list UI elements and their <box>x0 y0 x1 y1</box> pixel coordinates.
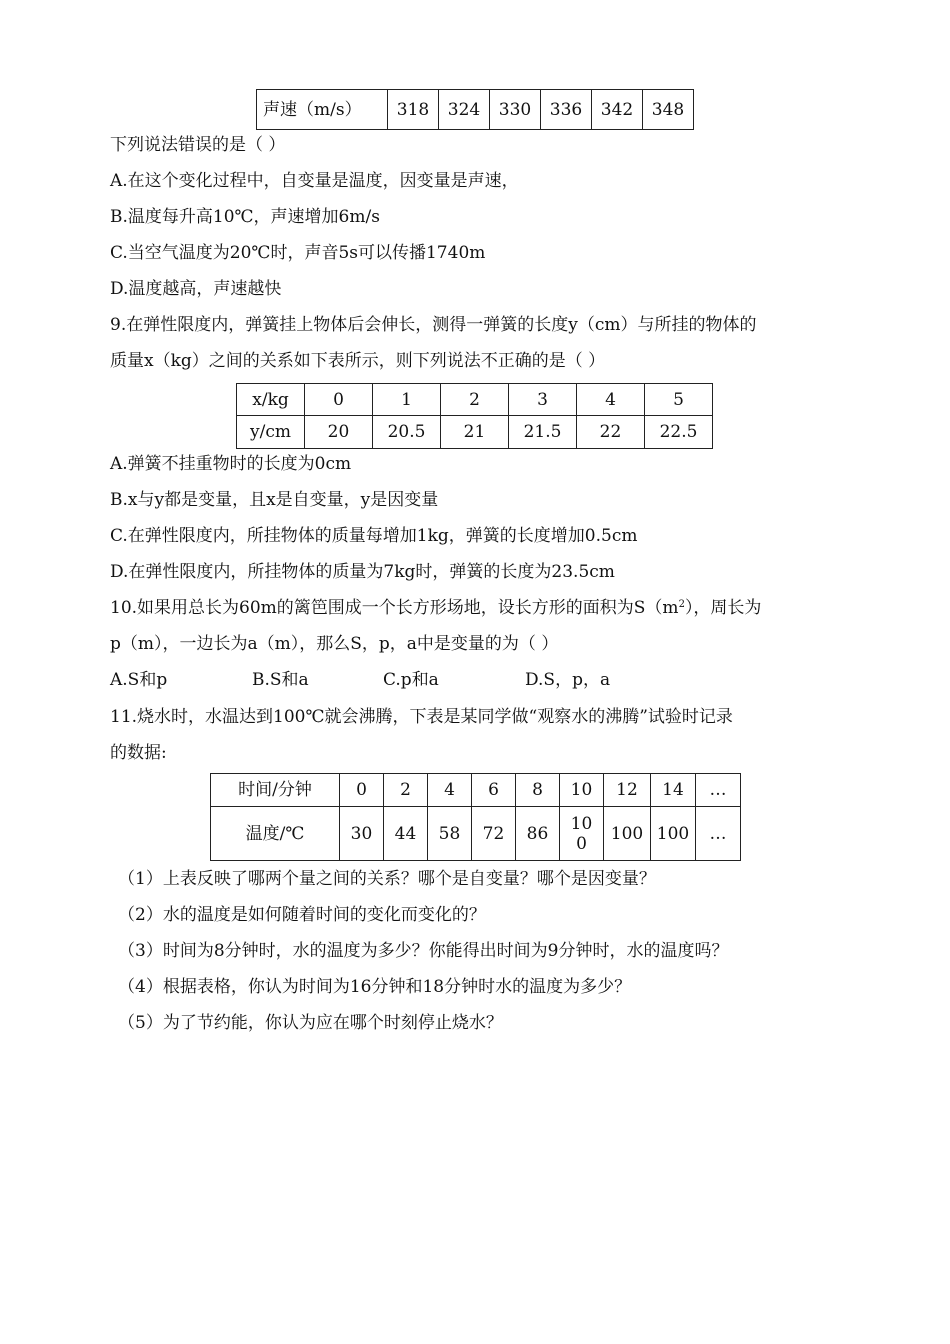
q11-sub-1: （1）上表反映了哪两个量之间的关系？哪个是自变量？哪个是因变量？ <box>118 869 656 889</box>
table-cell: 14 <box>651 774 696 807</box>
table-cell: 4 <box>577 384 645 416</box>
table-cell: 100 <box>651 807 696 861</box>
q11-sub-4: （4）根据表格，你认为时间为16分钟和18分钟时水的温度为多少？ <box>118 977 632 997</box>
table-cell: 324 <box>439 90 490 130</box>
row-label: 声速（m/s） <box>257 90 388 130</box>
table-cell: 5 <box>645 384 713 416</box>
table-cell: 12 <box>604 774 651 807</box>
table-cell: … <box>696 774 741 807</box>
q9-stem-line1: 9.在弹性限度内，弹簧挂上物体后会伸长，测得一弹簧的长度y（cm）与所挂的物体的 <box>110 315 757 335</box>
q9-option-a: A.弹簧不挂重物时的长度为0cm <box>110 454 352 474</box>
temp-label: 温度/℃ <box>211 807 340 861</box>
table-cell: 330 <box>490 90 541 130</box>
table-cell: 6 <box>472 774 516 807</box>
y-label: y/cm <box>237 416 305 449</box>
q10-stem-pre: 10.如果用总长为60m的篱笆围成一个长方形场地，设长方形的面积为S（m <box>110 598 679 618</box>
x-label: x/kg <box>237 384 305 416</box>
q10-option-a: A.S和p <box>110 670 168 690</box>
table-cell: 20 <box>305 416 373 449</box>
q8-option-b: B.温度每升高10℃，声速增加6m/s <box>110 207 380 227</box>
table-cell: 30 <box>340 807 384 861</box>
superscript: 2 <box>678 599 685 610</box>
table-cell: 0 <box>305 384 373 416</box>
q8-option-c: C.当空气温度为20℃时，声音5s可以传播1740m <box>110 243 486 263</box>
table-cell: 100 <box>604 807 651 861</box>
q11-stem-line2: 的数据: <box>110 743 167 763</box>
table-cell: 10 <box>560 774 604 807</box>
q10-stem-post: ），周长为 <box>684 598 762 618</box>
table-cell: 2 <box>384 774 428 807</box>
q10-option-d: D.S，p，a <box>525 670 611 690</box>
q9-option-b: B.x与y都是变量，且x是自变量，y是因变量 <box>110 490 439 510</box>
q10-options <box>110 668 610 692</box>
table-cell: 100 <box>560 807 604 861</box>
time-label: 时间/分钟 <box>211 774 340 807</box>
boiling-table <box>210 773 741 861</box>
table-cell: 3 <box>509 384 577 416</box>
q9-option-d: D.在弹性限度内，所挂物体的质量为7kg时，弹簧的长度为23.5cm <box>110 562 615 582</box>
q8-option-d: D.温度越高，声速越快 <box>110 279 282 299</box>
table-cell: 1 <box>373 384 441 416</box>
q9-option-c: C.在弹性限度内，所挂物体的质量每增加1kg，弹簧的长度增加0.5cm <box>110 526 638 546</box>
table-cell: 0 <box>340 774 384 807</box>
table-cell: 21.5 <box>509 416 577 449</box>
table-cell: 2 <box>441 384 509 416</box>
table-cell: 4 <box>428 774 472 807</box>
table-cell: 318 <box>388 90 439 130</box>
sound-speed-table <box>256 89 694 130</box>
q10-stem-line1 <box>110 596 761 620</box>
table-cell: 21 <box>441 416 509 449</box>
q11-sub-2: （2）水的温度是如何随着时间的变化而变化的？ <box>118 905 486 925</box>
table-cell: … <box>696 807 741 861</box>
table-cell: 348 <box>643 90 694 130</box>
q8-stem: 下列说法错误的是（ ） <box>110 135 286 155</box>
table-cell: 20.5 <box>373 416 441 449</box>
table-cell: 86 <box>516 807 560 861</box>
q9-stem-line2: 质量x（kg）之间的关系如下表所示，则下列说法不正确的是（ ） <box>110 351 606 371</box>
q11-stem-line1: 11.烧水时，水温达到100℃就会沸腾，下表是某同学做“观察水的沸腾”试验时记录 <box>110 707 733 727</box>
table-cell: 44 <box>384 807 428 861</box>
q11-sub-5: （5）为了节约能，你认为应在哪个时刻停止烧水？ <box>118 1013 503 1033</box>
q11-sub-3: （3）时间为8分钟时，水的温度为多少？你能得出时间为9分钟时，水的温度吗？ <box>118 941 729 961</box>
table-cell: 342 <box>592 90 643 130</box>
table-cell: 22 <box>577 416 645 449</box>
table-cell: 22.5 <box>645 416 713 449</box>
q10-stem-line2: p（m），一边长为a（m），那么S，p，a中是变量的为（ ） <box>110 634 559 654</box>
q8-option-a: A.在这个变化过程中，自变量是温度，因变量是声速， <box>110 171 519 191</box>
table-cell: 72 <box>472 807 516 861</box>
table-cell: 8 <box>516 774 560 807</box>
table-cell: 336 <box>541 90 592 130</box>
table-cell: 58 <box>428 807 472 861</box>
spring-table <box>236 383 713 449</box>
q10-option-b: B.S和a <box>252 670 309 690</box>
q10-option-c: C.p和a <box>383 670 439 690</box>
